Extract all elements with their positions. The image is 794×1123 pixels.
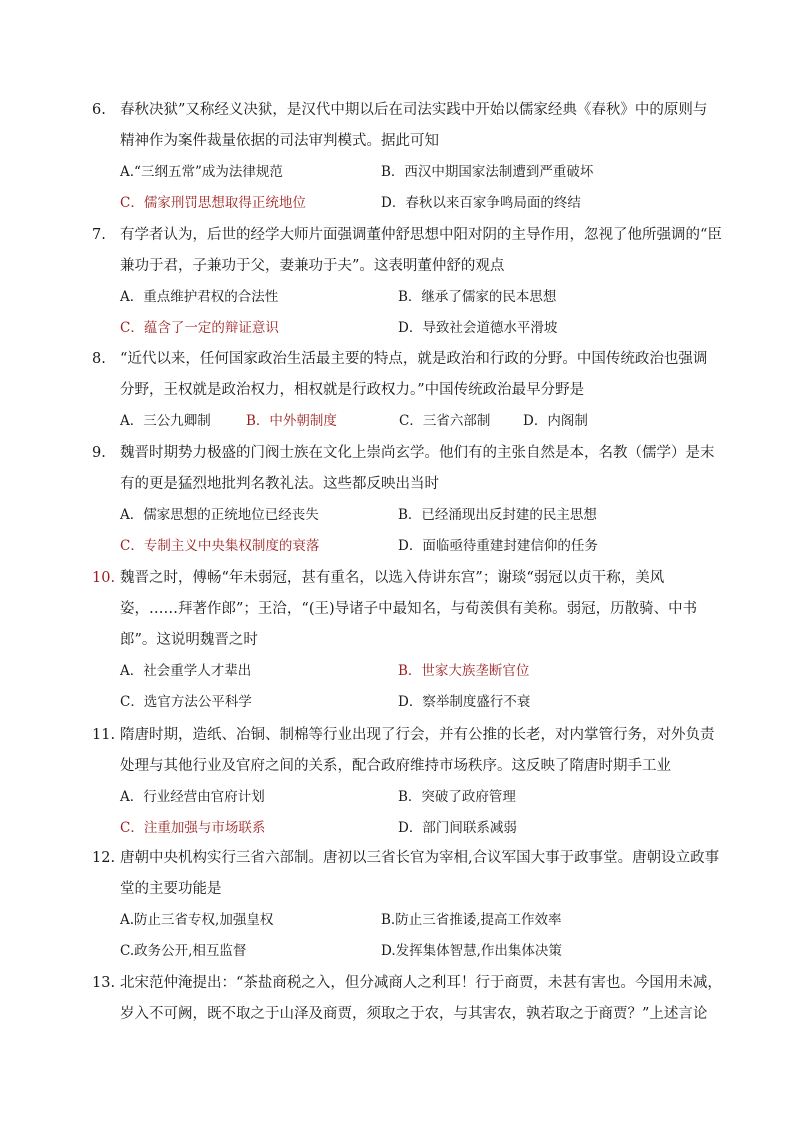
question-stem [120, 344, 708, 406]
question-number: 8. [92, 351, 106, 367]
option-a: A.防止三省专权,加强皇权 [120, 912, 274, 928]
stem-line: 隋唐时期，造纸、冶铜、制棉等行业出现了行会，并有公推的长老，对内掌管行务，对外负责 [120, 727, 715, 743]
option-c: C．三省六部制 [399, 413, 491, 429]
question-8 [92, 344, 708, 437]
option-d: D．察举制度盛行不衰 [398, 694, 531, 710]
question-number: 11. [92, 727, 116, 743]
option-d: D．内阁制 [523, 413, 588, 429]
option-d: D．导致社会道德水平滑坡 [398, 320, 558, 336]
question-9 [92, 438, 715, 562]
question-stem [120, 720, 715, 782]
option-b-answer: B．中外朝制度 [246, 413, 337, 429]
stem-line: 有学者认为，后世的经学大师片面强调董仲舒思想中阳对阴的主导作用，忽视了他所强调的“臣 [120, 227, 722, 243]
option-c: C．选官方法公平科学 [120, 694, 252, 710]
stem-line: 堂的主要功能是 [120, 881, 222, 897]
option-b: B.防止三省推诿,提高工作效率 [381, 912, 562, 928]
question-11 [92, 720, 715, 844]
option-b: B．继承了儒家的民本思想 [398, 289, 557, 305]
option-d: D．部门间联系减弱 [398, 820, 517, 836]
stem-line: 姿，……拜著作郎”；王洽，“(王)导诸子中最知名，与荀羡俱有美称。弱冠，历散骑、中书 [120, 601, 698, 617]
option-d: D．面临亟待重建封建信仰的任务 [398, 538, 598, 554]
option-d: D．春秋以来百家争鸣局面的终结 [381, 195, 581, 211]
stem-line: “近代以来，任何国家政治生活最主要的特点，就是政治和行政的分野。中国传统政治也强调 [120, 351, 708, 367]
question-6 [92, 95, 708, 219]
stem-line: 分野，王权就是政治权力，相权就是行政权力。”中国传统政治最早分野是 [120, 382, 585, 398]
options [120, 656, 700, 718]
question-number: 7. [92, 227, 106, 243]
question-stem [120, 220, 722, 282]
option-a: A．社会重学人才辈出 [120, 663, 252, 679]
option-d: D.发挥集体智慧,作出集体决策 [381, 943, 562, 959]
question-number: 10. [92, 570, 116, 586]
question-stem [120, 438, 715, 500]
options [120, 282, 700, 344]
stem-line: 魏晋时期势力极盛的门阀士族在文化上崇尚玄学。他们有的主张自然是本，名教（儒学）是末 [120, 445, 715, 461]
option-b-answer: B．世家大族垄断官位 [398, 663, 530, 679]
options [120, 500, 700, 562]
question-10 [92, 563, 700, 718]
option-c-answer: C．蕴含了一定的辩证意识 [120, 320, 279, 336]
options [120, 406, 700, 437]
question-number: 9. [92, 445, 106, 461]
options [120, 905, 700, 967]
stem-line: 精神作为案件裁量依据的司法审判模式。据此可知 [120, 133, 439, 149]
question-stem [120, 843, 720, 905]
option-a: A．三公九卿制 [120, 413, 211, 429]
stem-line: 北宋范仲淹提出：“茶盐商税之入，但分减商人之利耳！行于商贾，未甚有害也。今国用未减， [120, 975, 722, 991]
option-b: B．已经涌现出反封建的民主思想 [398, 507, 597, 523]
option-a: A．儒家思想的正统地位已经丧失 [120, 507, 319, 523]
option-c: C.政务公开,相互监督 [120, 943, 247, 959]
question-number: 6. [92, 102, 106, 118]
option-c-answer: C．注重加强与市场联系 [120, 820, 266, 836]
question-13 [92, 968, 722, 1030]
stem-line: 唐朝中央机构实行三省六部制。唐初以三省长官为宰相,合议军国大事于政事堂。唐朝设立政事 [120, 850, 720, 866]
stem-line: 岁入不可阙，既不取之于山泽及商贾，须取之于农，与其害农，孰若取之于商贾？”上述言论 [120, 1006, 708, 1022]
question-7 [92, 220, 722, 344]
option-b: B．西汉中期国家法制遭到严重破坏 [381, 164, 594, 180]
option-c-answer: C．专制主义中央集权制度的衰落 [120, 538, 320, 554]
stem-line: 有的更是猛烈地批判名教礼法。这些都反映出当时 [120, 476, 439, 492]
option-a: A．重点维护君权的合法性 [120, 289, 279, 305]
option-a: A.“三纲五常”成为法律规范 [120, 164, 283, 180]
question-stem [120, 968, 722, 1030]
option-a: A．行业经营由官府计划 [120, 789, 265, 805]
option-c-answer: C．儒家刑罚思想取得正统地位 [120, 195, 306, 211]
question-stem [120, 563, 700, 656]
options [120, 782, 700, 844]
stem-line: 兼功于君，子兼功于父，妻兼功于夫”。这表明董仲舒的观点 [120, 258, 505, 274]
stem-line: 春秋决狱”又称经义决狱，是汉代中期以后在司法实践中开始以儒家经典《春秋》中的原则与 [120, 102, 708, 118]
stem-line: 郎”。这说明魏晋之时 [120, 632, 258, 648]
option-b: B．突破了政府管理 [398, 789, 516, 805]
stem-line: 魏晋之时，傅畅“年未弱冠，甚有重名，以选入侍讲东宫”；谢琰“弱冠以贞干称，美风 [120, 570, 665, 586]
options [120, 157, 700, 219]
stem-line: 处理与其他行业及官府之间的关系，配合政府维持市场秩序。这反映了隋唐时期手工业 [120, 758, 671, 774]
question-12 [92, 843, 720, 967]
question-number: 12. [92, 850, 116, 866]
question-stem [120, 95, 708, 157]
question-number: 13. [92, 975, 116, 991]
